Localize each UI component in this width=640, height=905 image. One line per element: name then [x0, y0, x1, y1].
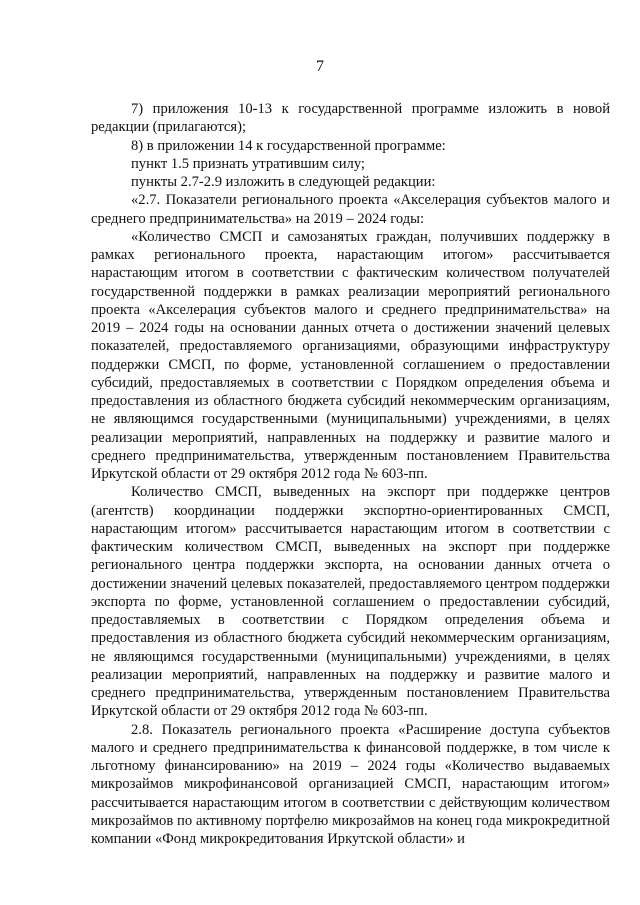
page-number: 7 [316, 58, 324, 75]
paragraph-section-2-7: «2.7. Показатели регионального проекта «Акселерация субъектов малого и среднего предпринимательства» на 2019 – 2024 годы: [91, 192, 610, 227]
paragraph-smsp-export-count: Количество СМСП, выведенных на экспорт при поддержке центров (агентств) координации поддержки экспортно-ориентированных СМСП, нарастающим итогом» рассчитывается нарастающим итогом в соответствии с фактическим количеством СМСП, выведенных на экспорт при поддержке регионального центра поддержки экспорта, на основании данных отчета о достижении значений целевых показателей, предоставляемого центром поддержки экспорта по форме, установленной соглашением о предоставлении субсидий, предоставляемых в соответствии с Порядком определения объема и предоставления из областного бюджета субсидий некоммерческим организациям, не являющимся государственными (муниципальными) учреждениями, в целях реализации мероприятий, направленных на поддержку и развитие малого и среднего предпринимательства, утвержденным постановлением Правительства Иркутской области от 29 октября 2012 года № 603-пп. [91, 484, 610, 720]
paragraph-smsp-support-count: «Количество СМСП и самозанятых граждан, получивших поддержку в рамках регионального проекта, нарастающим итогом» рассчитывается нарастающим итогом в соответствии с фактическим количеством получателей государственной поддержки в рамках реализации мероприятий регионального проекта «Акселерация субъектов малого и среднего предпринимательства» на 2019 – 2024 годы на основании данных отчета о достижении значений целевых показателей, предоставляемого организациями, образующими инфраструктуру поддержки СМСП, по форме, установленной соглашением о предоставлении субсидий, предоставляемых в соответствии с Порядком определения объема и предоставления из областного бюджета субсидий некоммерческим организациям, не являющимся государственными (муниципальными) учреждениями, в целях реализации мероприятий, направленных на поддержку и развитие малого и среднего предпринимательства, утвержденным постановлением Правительства Иркутской области от 29 октября 2012 года № 603-пп. [91, 228, 610, 482]
paragraph-item-8: 8) в приложении 14 к государственной программе: [131, 137, 446, 154]
document-body [91, 100, 610, 848]
paragraph-point-1-5: пункт 1.5 признать утратившим силу; [131, 155, 365, 172]
paragraph-points-2-7-2-9: пункты 2.7-2.9 изложить в следующей редакции: [131, 174, 436, 190]
paragraph-item-7: 7) приложения 10-13 к государственной программе изложить в новой редакции (прилагаются); [91, 101, 610, 136]
paragraph-section-2-8: 2.8. Показатель регионального проекта «Расширение доступа субъектов малого и среднего предпринимательства к финансовой поддержке, в том числе к льготному финансированию» на 2019 – 2024 годы «Количество выдаваемых микрозаймов микрофинансовой организацией СМСП, нарастающим итогом» рассчитывается нарастающим итогом в соответствии с действующим количеством микрозаймов по активному портфелю микрозаймов на конец года микрокредитной компании «Фонд микрокредитования Иркутской области» и [91, 721, 610, 847]
